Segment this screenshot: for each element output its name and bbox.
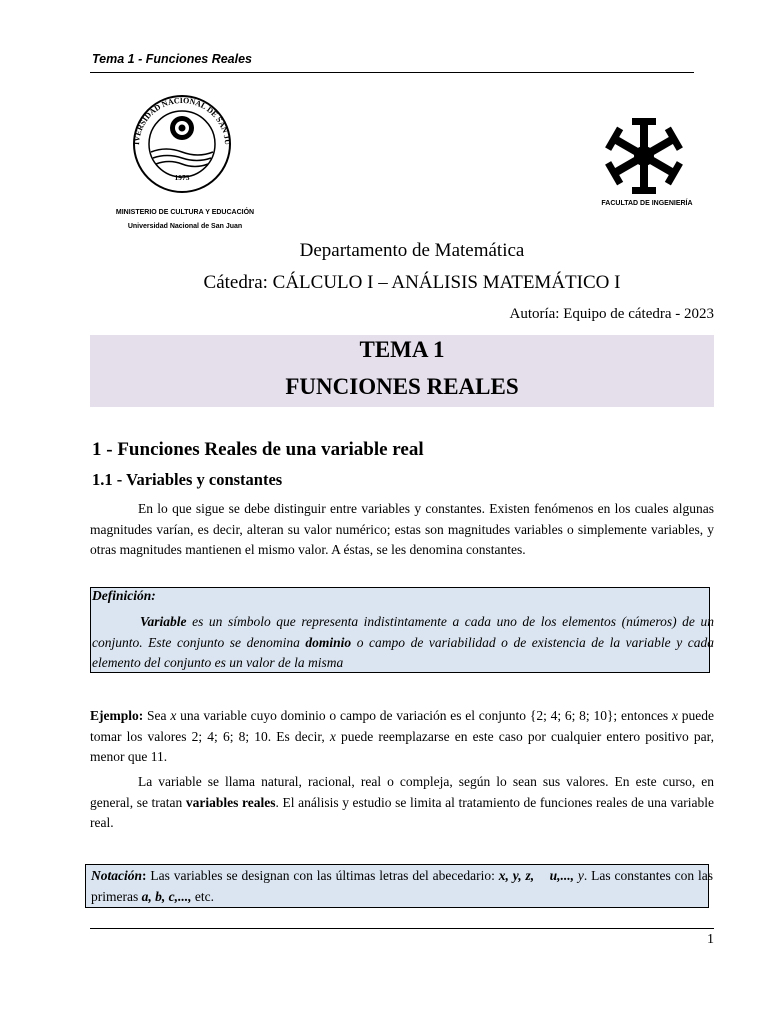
university-line: Universidad Nacional de San Juan: [127, 223, 243, 230]
example-paragraph: Ejemplo: Sea x una variable cuyo dominio o campo de variación es el conjunto {2; 4; 6; 8; 10}; entonces x puede tomar los valores 2; 4; 6; 8; 10. Es decir, x puede reemplazarse en este caso por cualquier entero positivo par, menor que 11.: [90, 708, 715, 764]
example-label: Ejemplo:: [90, 708, 144, 723]
topic-number: TEMA 1: [359, 337, 445, 362]
running-header: Tema 1 - Funciones Reales: [92, 52, 253, 66]
notation-label: Notación: [91, 868, 143, 883]
faculty-logo: [600, 115, 688, 197]
subsection-heading: 1.1 - Variables y constantes: [92, 470, 283, 489]
intro-paragraph: En lo que sigue se debe distinguir entre variables y constantes. Existen fenómenos en los cuales algunas magnitudes varían, es decir, alteran su valor numérico; estas son magnitudes variables o simplemente variables, y otras magnitudes mantienen el mismo valor. A éstas, se les denomina constantes.: [90, 501, 714, 557]
real-variables-term: variables reales: [185, 794, 276, 810]
ministry-line: MINISTERIO DE CULTURA Y EDUCACIÓN: [115, 209, 255, 216]
unsj-seal-logo: [124, 94, 240, 194]
notation-text: Notación: Las variables se designan con las últimas letras del abecedario: x, y, z, u,..., y. Las constantes con las primeras a, b, c,..., etc.: [91, 868, 713, 904]
definition-term: Variable: [140, 614, 187, 629]
definition-text: Variable es un símbolo que representa indistintamente a cada uno de los elementos (números) de un conjunto. Este conjunto se denomina dominio o campo de variabilidad o de existencia de la variable y cada elemento del conjunto es un valor de la misma: [92, 614, 715, 670]
department-name: Departamento de Matemática: [299, 240, 525, 261]
authorship-line: Autoría: Equipo de cátedra - 2023: [509, 306, 714, 322]
faculty-label: FACULTAD DE INGENIERÍA: [601, 200, 693, 207]
page-number: 1: [707, 932, 714, 947]
svg-text:UNIVERSIDAD NACIONAL DE SAN JU: IVERSIDAD NACIONAL DE SAN JU: [131, 95, 233, 146]
section-heading: 1 - Funciones Reales de una variable real: [92, 439, 424, 460]
definition-label: Definición:: [92, 588, 156, 603]
domain-term: dominio: [305, 634, 352, 650]
real-variables-paragraph: La variable se llama natural, racional, real o compleja, según lo sean sus valores. En este curso, en general, se tratan variables reales. El análisis y estudio se limita al tratamiento de funciones reales de una variable real.: [90, 774, 714, 830]
footer-rule: [90, 928, 714, 929]
svg-text:1973: 1973: [174, 173, 190, 182]
header-rule: [90, 72, 694, 73]
topic-title: FUNCIONES REALES: [285, 374, 519, 399]
ministry-caption: [100, 206, 270, 234]
course-name: Cátedra: CÁLCULO I – ANÁLISIS MATEMÁTICO I: [203, 272, 621, 293]
